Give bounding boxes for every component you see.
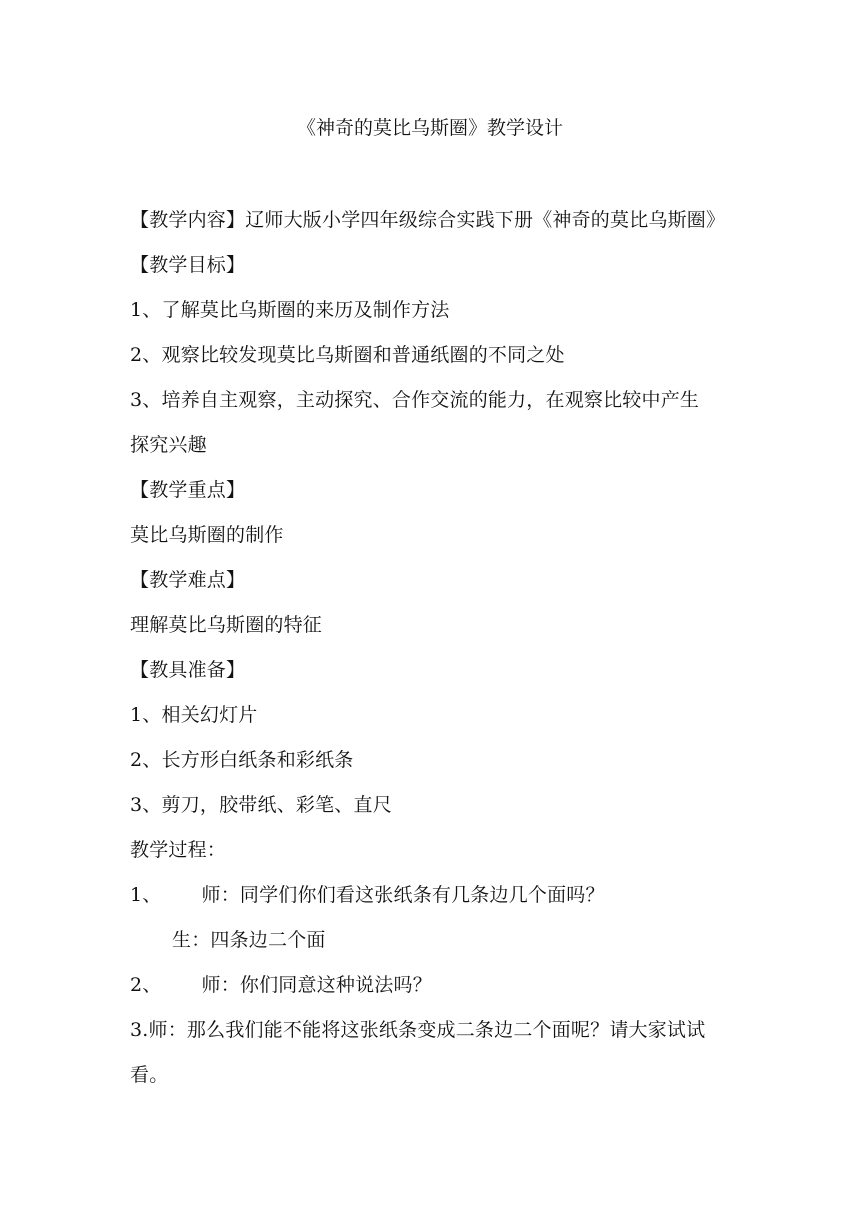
teaching-process-heading: 教学过程： — [130, 839, 227, 861]
teaching-key-heading: 【教学重点】 — [130, 479, 246, 501]
teaching-key-text: 莫比乌斯圈的制作 — [130, 524, 284, 546]
teaching-content-line — [130, 208, 725, 232]
goal-item-2: 2、观察比较发现莫比乌斯圈和普通纸圈的不同之处 — [130, 344, 565, 366]
process-step-3: 3.师：那么我们能不能将这张纸条变成二条边二个面呢？请大家试试 — [130, 1019, 706, 1041]
tool-item-2: 2、长方形白纸条和彩纸条 — [130, 749, 354, 771]
process-step-3-continued: 看。 — [130, 1064, 169, 1086]
teaching-tools-heading: 【教具准备】 — [130, 659, 246, 681]
teaching-difficulty-heading: 【教学难点】 — [130, 569, 246, 591]
goal-item-3-continued: 探究兴趣 — [130, 434, 207, 456]
process-step-1 — [130, 883, 605, 907]
goal-item-3: 3、培养自主观察，主动探究、合作交流的能力，在观察比较中产生 — [130, 389, 700, 411]
process-step-1-text: 师：同学们你们看这张纸条有几条边几个面吗？ — [201, 884, 605, 906]
process-step-1-number: 1、 — [130, 884, 162, 906]
process-step-2-number: 2、 — [130, 974, 162, 996]
process-step-2-text: 师：你们同意这种说法吗？ — [201, 974, 432, 996]
process-step-2 — [130, 973, 432, 997]
tool-item-3: 3、剪刀，胶带纸、彩笔、直尺 — [130, 794, 392, 816]
goal-item-1: 1、了解莫比乌斯圈的来历及制作方法 — [130, 299, 450, 321]
teaching-difficulty-text: 理解莫比乌斯圈的特征 — [130, 614, 323, 636]
document-title: 《神奇的莫比乌斯圈》教学设计 — [296, 117, 563, 139]
tool-item-1: 1、相关幻灯片 — [130, 704, 258, 726]
teaching-content-label: 【教学内容】 — [130, 209, 246, 231]
teaching-content-text: 辽师大版小学四年级综合实践下册《神奇的莫比乌斯圈》 — [245, 209, 726, 231]
process-answer-1: 生：四条边二个面 — [172, 929, 326, 951]
teaching-goals-heading: 【教学目标】 — [130, 254, 246, 276]
